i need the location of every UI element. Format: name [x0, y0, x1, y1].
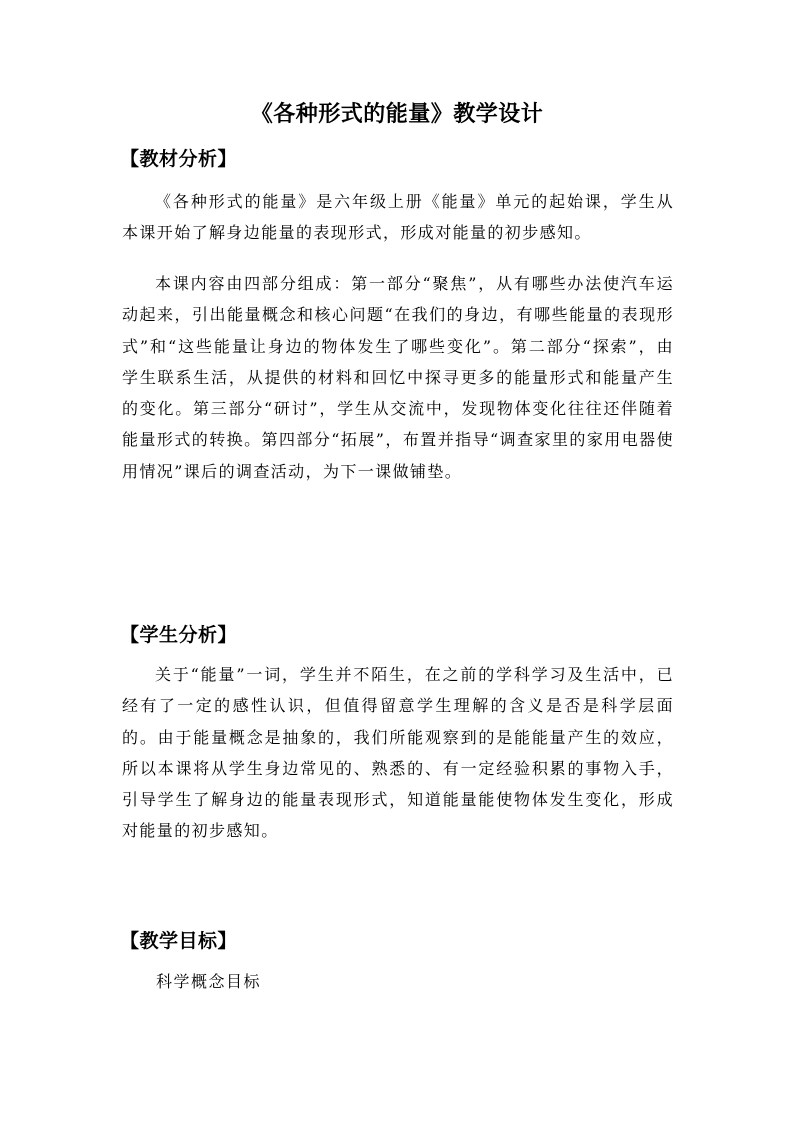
objective-subheading: 科学概念目标 — [156, 972, 262, 991]
textbook-analysis-paragraph-2: 本课内容由四部分组成：第一部分“聚焦”，从有哪些办法使汽车运动起来，引出能量概念和核心问题“在我们的身边，有哪些能量的表现形式”和“这些能量让身边的物体发生了哪些变化”。第二部分“探索”，由学生联系生活，从提供的材料和回忆中探寻更多的能量形式和能量产生的变化。第三部分“研讨”，学生从交流中，发现物体变化往往还伴随着能量形式的转换。第四部分“拓展”，布置并指导“调查家里的家用电器使用情况”课后的调查活动，为下一课做铺垫。 — [122, 274, 674, 481]
page-title: 《各种形式的能量》教学设计 — [250, 102, 544, 127]
textbook-analysis-paragraph-1: 《各种形式的能量》是六年级上册《能量》单元的起始课，学生从本课开始了解身边能量的表现形式，形成对能量的初步感知。 — [122, 192, 674, 243]
section-heading-teaching-objectives: 【教学目标】 — [120, 930, 238, 952]
section-heading-student-analysis: 【学生分析】 — [120, 624, 238, 646]
section-heading-textbook-analysis: 【教材分析】 — [120, 148, 238, 170]
student-analysis-paragraph: 关于“能量”一词，学生并不陌生，在之前的学科学习及生活中，已经有了一定的感性认识，但值得留意学生理解的含义是否是科学层面的。由于能量概念是抽象的，我们所能观察到的是能能量产生的效应，所以本课将从学生身边常见的、熟悉的、有一定经验积累的事物入手，引导学生了解身边的能量表现形式，知道能量能使物体发生变化，形成对能量的初步感知。 — [122, 665, 674, 841]
